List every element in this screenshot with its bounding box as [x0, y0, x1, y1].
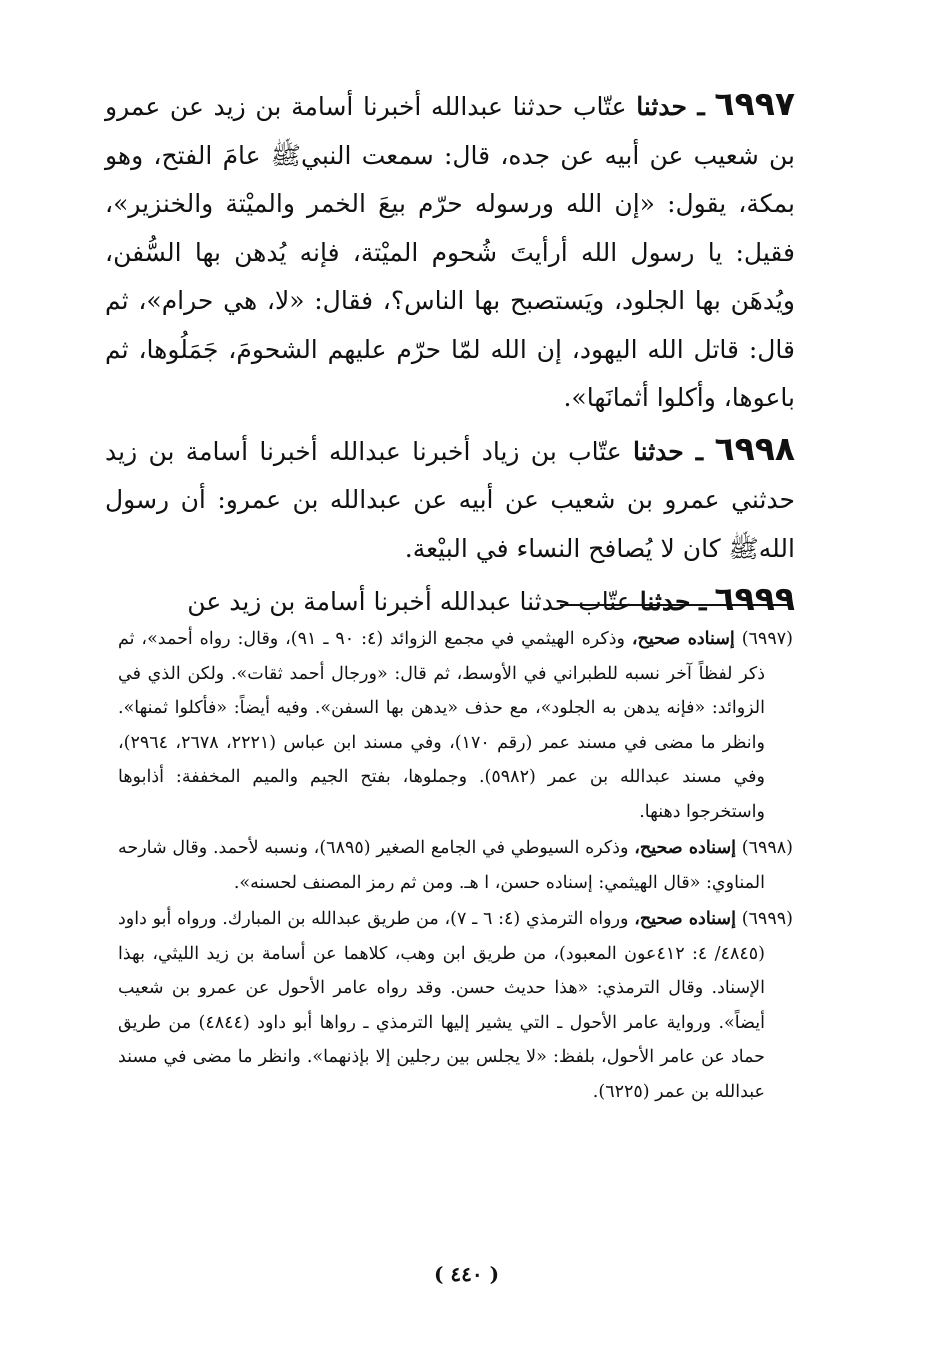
footnote-6999 [118, 902, 793, 1109]
footnote-ref: (٦٩٩٧) [741, 629, 793, 649]
hadith-6997 [105, 80, 795, 423]
hadith-6999 [105, 575, 795, 627]
footnote-6997 [118, 622, 793, 829]
hadith-label: ـ حدثنا [639, 587, 707, 616]
footnotes-block [118, 622, 793, 1111]
footnote-text: وذكره الهيثمي في مجمع الزوائد (٤: ٩٠ ـ ٩١)، وقال: رواه أحمد»، ثم ذكر لفظاً آخر نسبه للطبراني في الأوسط، ثم قال: «ورجال أحمد ثقات». ولكن الذي في الزوائد: «فإنه يدهن به الجلود»، مع حذف «يدهن بها السفن». وفيه أيضاً: «فأكلوا ثمنها». وانظر ما مضى في مسند عمر (رقم ١٧٠)، وفي مسند ابن عباس (٢٢٢١، ٢٦٧٨، ٢٩٦٤)، وفي مسند عبدالله بن عمر (٥٩٨٢). وجملوها، بفتح الجيم والميم المخففة: أذابوها واستخرجوا دهنها. [118, 629, 765, 822]
hadith-number: ٦٩٩٧ [714, 84, 795, 123]
footnote-text: ورواه الترمذي (٤: ٦ ـ ٧)، من طريق عبدالله بن المبارك. ورواه أبو داود (٤٨٤٥/ ٤: ٤١٢عون المعبود)، من طريق ابن وهب، كلاهما عن أسامة بن زيد الليثي، بهذا الإسناد. وقال الترمذي: «هذا حديث حسن. وقد رواه عامر الأحول عن عمرو بن شعيب أيضاً». ورواية عامر الأحول ـ التي يشير إليها الترمذي ـ رواها أبو داود (٤٨٤٤) من طريق حماد عن عامر الأحول، بلفظ: «لا يجلس بين رجلين إلا بإذنهما». وانظر ما مضى في مسند عبدالله بن عمر (٦٢٢٥). [118, 909, 765, 1102]
footnote-ref: (٦٩٩٩) [741, 909, 793, 929]
hadith-number: ٦٩٩٨ [714, 428, 796, 468]
hadith-number: ٦٩٩٩ [714, 579, 795, 618]
hadith-body: عتّاب حدثنا عبدالله أخبرنا أسامة بن زيد عن [187, 587, 632, 616]
page-number: ( ٤٤٠ ) [433, 1262, 500, 1286]
footnote-ref: (٦٩٩٨) [741, 838, 793, 858]
hadith-label: ـ حدثنا [636, 92, 705, 121]
footnote-text: وذكره السيوطي في الجامع الصغير (٦٨٩٥)، ونسبه لأحمد. وقال شارحه المناوي: «قال الهيثمي: إسناده حسن، ا هـ. ومن ثم رمز المصنف لحسنه». [118, 838, 765, 893]
hadith-body: عتّاب حدثنا عبدالله أخبرنا أسامة بن زيد عن عمرو بن شعيب عن أبيه عن جده، قال: سمعت النبيﷺ عامَ الفتح، وهو بمكة، يقول: «إن الله ورسوله حرّم بيعَ الخمر والميْتة والخنزير»، فقيل: يا رسول الله أرأيتَ شُحوم الميْتة، فإنه يُدهن بها السُّفن، ويُدهَن بها الجلود، ويَستصبح بها الناس؟، فقال: «لا، هي حرام»، ثم قال: قاتل الله اليهود، إن الله لمّا حرّم عليهم الشحومَ، جَمَلُوها، ثم باعوها، وأكلوا أثمانَها». [105, 92, 795, 412]
footnote-divider [560, 604, 792, 606]
footnote-6998 [118, 831, 793, 900]
footnote-verdict: إسناده صحيح، [634, 838, 736, 858]
footnote-verdict: إسناده صحيح، [631, 629, 735, 649]
hadith-text-block [105, 80, 795, 627]
hadith-body: عتّاب بن زياد أخبرنا عبدالله أخبرنا أسامة بن زيد حدثني عمرو بن شعيب عن أبيه عن عبدالله بن عمرو: أن رسول اللهﷺ كان لا يُصافح النساء في البيْعة. [105, 436, 795, 563]
footnote-verdict: إسناده صحيح، [634, 909, 736, 929]
hadith-6998 [105, 425, 795, 574]
hadith-label: ـ حدثنا [633, 436, 704, 466]
